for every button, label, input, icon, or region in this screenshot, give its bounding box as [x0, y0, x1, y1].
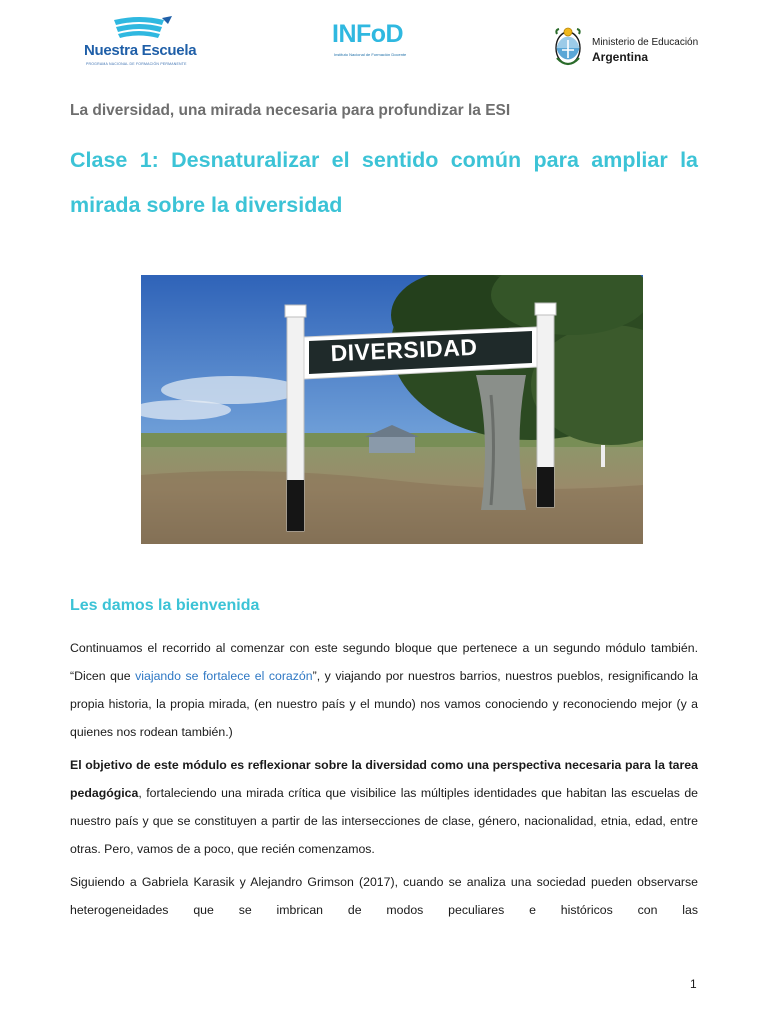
page-number: 1: [690, 977, 697, 991]
nuestra-escuela-subtitle: PROGRAMA NACIONAL DE FORMACIÓN PERMANENTE: [86, 62, 187, 66]
paragraph-1: [70, 634, 698, 746]
argentina-seal-icon: [553, 26, 583, 68]
course-title: La diversidad, una mirada necesaria para profundizar la ESI: [70, 102, 511, 119]
sign-text: DIVERSIDAD: [330, 333, 478, 367]
nuestra-escuela-name-part1: Nuestra: [84, 42, 138, 59]
photo-scene: [141, 275, 643, 544]
section-heading: Les damos la bienvenida: [70, 597, 260, 614]
nuestra-escuela-logo: [84, 16, 202, 66]
class-title: Clase 1: Desnaturalizar el sentido común para ampliar la mirada sobre la diversidad: [70, 148, 698, 217]
nuestra-escuela-name: [84, 42, 196, 59]
diversidad-sign-photo: [141, 275, 643, 544]
paragraph-1-text-b: ”, y viajando por nuestros barrios, nuestros pueblos, resignificando la propia historia, la propia mirada, (en nuestro país y el mundo) nos vamos conociendo y reconociendo mejor (y a quienes nos rodean también.): [70, 669, 698, 739]
infod-logo: [332, 20, 432, 64]
ministerio-line2: Argentina: [592, 50, 649, 64]
infod-subtitle: Instituto Nacional de Formación Docente: [334, 52, 407, 57]
paragraph-2: [70, 751, 698, 863]
paragraph-2-bold-text: El objetivo de este módulo es reflexionar sobre la diversidad como una perspectiva necesaria para la tarea pedagógica: [70, 758, 698, 800]
quote-link[interactable]: viajando se fortalece el corazón: [135, 669, 313, 683]
paragraph-1-text-a: Continuamos el recorrido al comenzar con este segundo bloque que pertenece a un segundo módulo también. “Dicen que: [70, 641, 698, 683]
ministerio-logo: [553, 26, 703, 70]
nuestra-escuela-flag-icon: [112, 16, 174, 42]
paragraph-3: [70, 868, 698, 924]
paragraph-2-text: , fortaleciendo una mirada crítica que visibilice las múltiples identidades que habitan las escuelas de nuestro país y que se constituyen a partir de las intersecciones de clase, género, nacionalidad, etnia, edad, entre otras. Pero, vamos de a poco, que recién comenzamos.: [70, 786, 698, 856]
infod-name: INFoD: [332, 20, 404, 48]
nuestra-escuela-name-part2: Escuela: [141, 42, 197, 59]
paragraph-3-text: Siguiendo a Gabriela Karasik y Alejandro Grimson (2017), cuando se analiza una sociedad pueden observarse heterogeneidades que se imbrican de modos peculiares e históricos con las: [70, 875, 698, 917]
ministerio-line1: Ministerio de Educación: [592, 37, 699, 48]
